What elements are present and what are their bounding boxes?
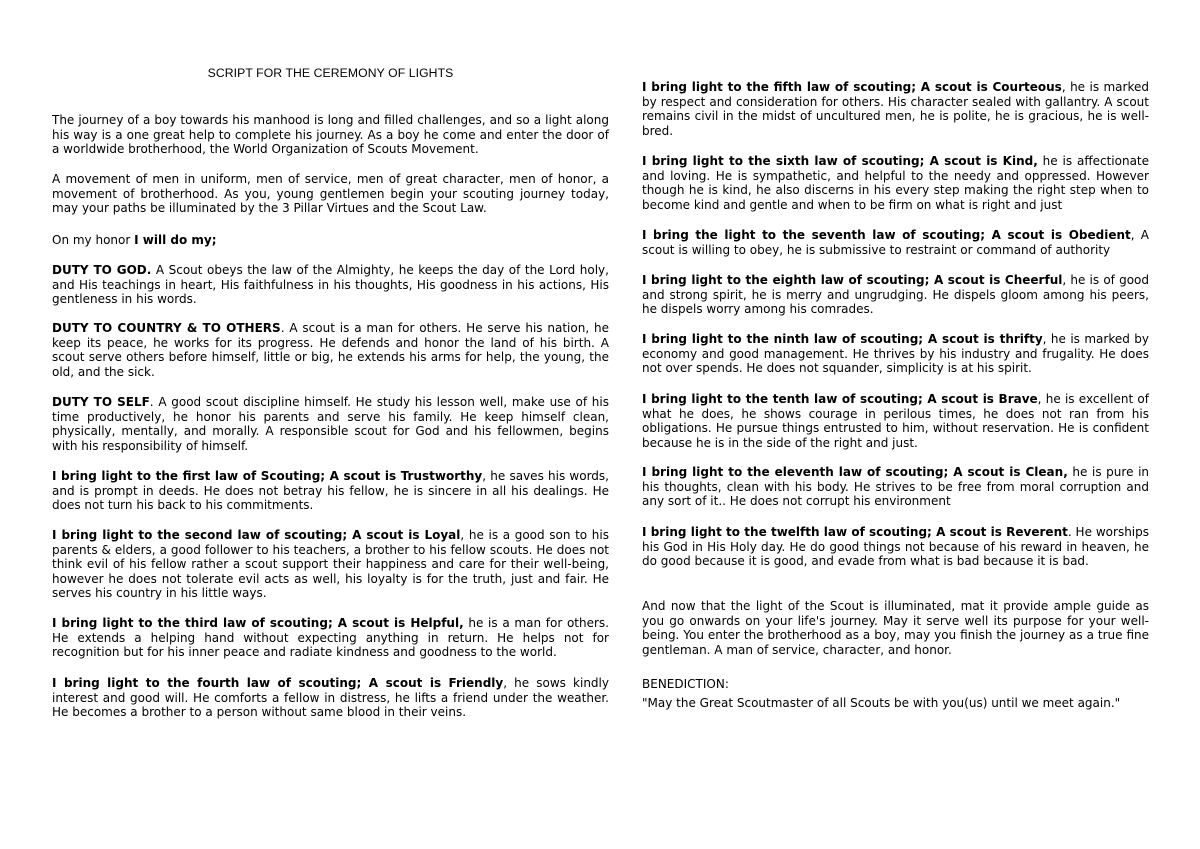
law-7 (642, 228, 1149, 257)
closing-paragraph: And now that the light of the Scout is illuminated, mat it provide ample guide as you go onwards on your life's journey. May it serve well its purpose for your well-being. You enter the brotherhood as a boy, may you finish the journey as a true fine gentleman. A man of service, character, and honor. (642, 599, 1149, 657)
law-10-heading: I bring light to the tenth law of scouting; A scout is Brave (642, 392, 1038, 406)
duty-to-country-text: . A scout is a man for others. He serve his nation, he keep its peace, he works for its progress. He defends and honor the land of his birth. A scout serve others before himself, little or big, he extends his arms for help, the young, the old, and the sick. (52, 321, 609, 379)
duty-to-self-heading: DUTY TO SELF (52, 395, 150, 409)
law-7-heading: I bring the light to the seventh law of scouting; A scout is Obedient (642, 228, 1131, 242)
law-5 (642, 80, 1149, 138)
law-2-text: , he is a good son to his parents & elders, a good follower to his teachers, a brother to his fellow scouts. He does not think evil of his fellow rather a scout support their happiness and care for their well-being, however he does not tolerate evil acts as well, his loyalty is for the truth, just and fair. He serves his country in his little ways. (52, 528, 609, 601)
law-2 (52, 528, 609, 601)
duty-to-self-text: . A good scout discipline himself. He study his lesson well, make use of his time productively, he honor his parents and serve his family. He keep himself clean, physically, mentally, and morally. A responsible scout for God and his fellowmen, begins with his responsibility of himself. (52, 395, 609, 453)
document-title: SCRIPT FOR THE CEREMONY OF LIGHTS (207, 66, 454, 80)
duty-to-self (52, 395, 609, 453)
law-8 (642, 273, 1149, 317)
benediction-label: BENEDICTION: (642, 677, 729, 691)
honor-bold: I will do my; (134, 233, 217, 247)
law-5-text: , he is marked by respect and consideration for others. His character sealed with gallantry. A scout remains civil in the midst of uncultured men, he is polite, he is gracious, he is well-bred. (642, 80, 1149, 138)
duty-to-god-heading: DUTY TO GOD. (52, 263, 152, 277)
law-9 (642, 332, 1149, 376)
law-3-text: he is a man for others. He extends a helping hand without expecting anything in return. He helps not for recognition but for his inner peace and radiate kindness and goodness to the world. (52, 616, 609, 660)
law-3-heading: I bring light to the third law of scouting; A scout is Helpful, (52, 616, 464, 630)
law-1-text: , he saves his words, and is prompt in deeds. He does not betray his fellow, he is sincere in all his dealings. He does not turn his back to his commitments. (52, 469, 609, 513)
law-2-heading: I bring light to the second law of scouting; A scout is Loyal (52, 528, 461, 542)
law-6-heading: I bring light to the sixth law of scouting; A scout is Kind, (642, 154, 1038, 168)
law-11-text: he is pure in his thoughts, clean with his body. He strives to be free from moral corruption and any sort of it.. He does not corrupt his environment (642, 465, 1150, 509)
law-10 (642, 392, 1149, 450)
law-9-text: , he is marked by economy and good management. He thrives by his industry and frugality. He does not over spends. He does not squander, simplicity is at his spirit. (642, 332, 1149, 376)
law-1 (52, 469, 609, 513)
law-12 (642, 525, 1149, 569)
law-7-text: , A scout is willing to obey, he is submissive to restraint or command of authority (642, 228, 1149, 257)
duty-to-god-text: A Scout obeys the law of the Almighty, he keeps the day of the Lord holy, and His teachings in heart, His faithfulness in his thoughts, His goodness in his actions, His gentleness in his words. (52, 263, 609, 307)
law-4-text: , he sows kindly interest and good will. He comforts a fellow in distress, he lifts a friend under the weather. He becomes a brother to a person without same blood in their veins. (52, 676, 609, 720)
intro-paragraph-2: A movement of men in uniform, men of service, men of great character, men of honor, a movement of brotherhood. As you, young gentlemen begin your scouting journey today, may your paths be illuminated by the 3 Pillar Virtues and the Scout Law. (52, 172, 609, 216)
law-4 (52, 676, 609, 720)
honor-line (52, 233, 609, 248)
duty-to-country (52, 321, 609, 379)
duty-to-country-heading: DUTY TO COUNTRY & TO OTHERS (52, 321, 281, 335)
honor-prefix: On my honor (52, 233, 135, 247)
law-6-text: he is affectionate and loving. He is sympathetic, and helpful to the needy and oppressed. However though he is kind, he also discerns in his every step making the right step when to become kind and gentle and when to be firm on what is right and just (642, 154, 1150, 212)
law-8-text: , he is of good and strong spirit, he is merry and ungrudging. He dispels gloom among his peers, he dispels worry among his comrades. (642, 273, 1149, 317)
law-1-heading: I bring light to the first law of Scouting; A scout is Trustworthy (52, 469, 483, 483)
law-3 (52, 616, 609, 660)
law-6 (642, 154, 1149, 212)
law-9-heading: I bring light to the ninth law of scouting; A scout is thrifty (642, 332, 1043, 346)
duty-to-god (52, 263, 609, 307)
law-11-heading: I bring light to the eleventh law of scouting; A scout is Clean, (642, 465, 1068, 479)
law-4-heading: I bring light to the fourth law of scouting; A scout is Friendly (52, 676, 504, 690)
law-12-heading: I bring light to the twelfth law of scouting; A scout is Reverent (642, 525, 1068, 539)
law-8-heading: I bring light to the eighth law of scouting; A scout is Cheerful (642, 273, 1063, 287)
law-11 (642, 465, 1149, 509)
law-12-text: . He worships his God in His Holy day. He do good things not because of his reward in heaven, he do good because it is good, and evade from what is bad because it is bad. (642, 525, 1149, 569)
law-5-heading: I bring light to the fifth law of scouting; A scout is Courteous (642, 80, 1062, 94)
benediction-text: "May the Great Scoutmaster of all Scouts be with you(us) until we meet again." (642, 696, 1121, 710)
law-10-text: , he is excellent of what he does, he shows courage in perilous times, he does not ran from his obligations. He pursue things entrusted to him, without reservation. He is confident because he is in the side of the right and just. (642, 392, 1149, 450)
intro-paragraph-1: The journey of a boy towards his manhood is long and filled challenges, and so a light along his way is a one great help to complete his journey. As a boy he come and enter the door of a worldwide brotherhood, the World Organization of Scouts Movement. (52, 113, 609, 157)
